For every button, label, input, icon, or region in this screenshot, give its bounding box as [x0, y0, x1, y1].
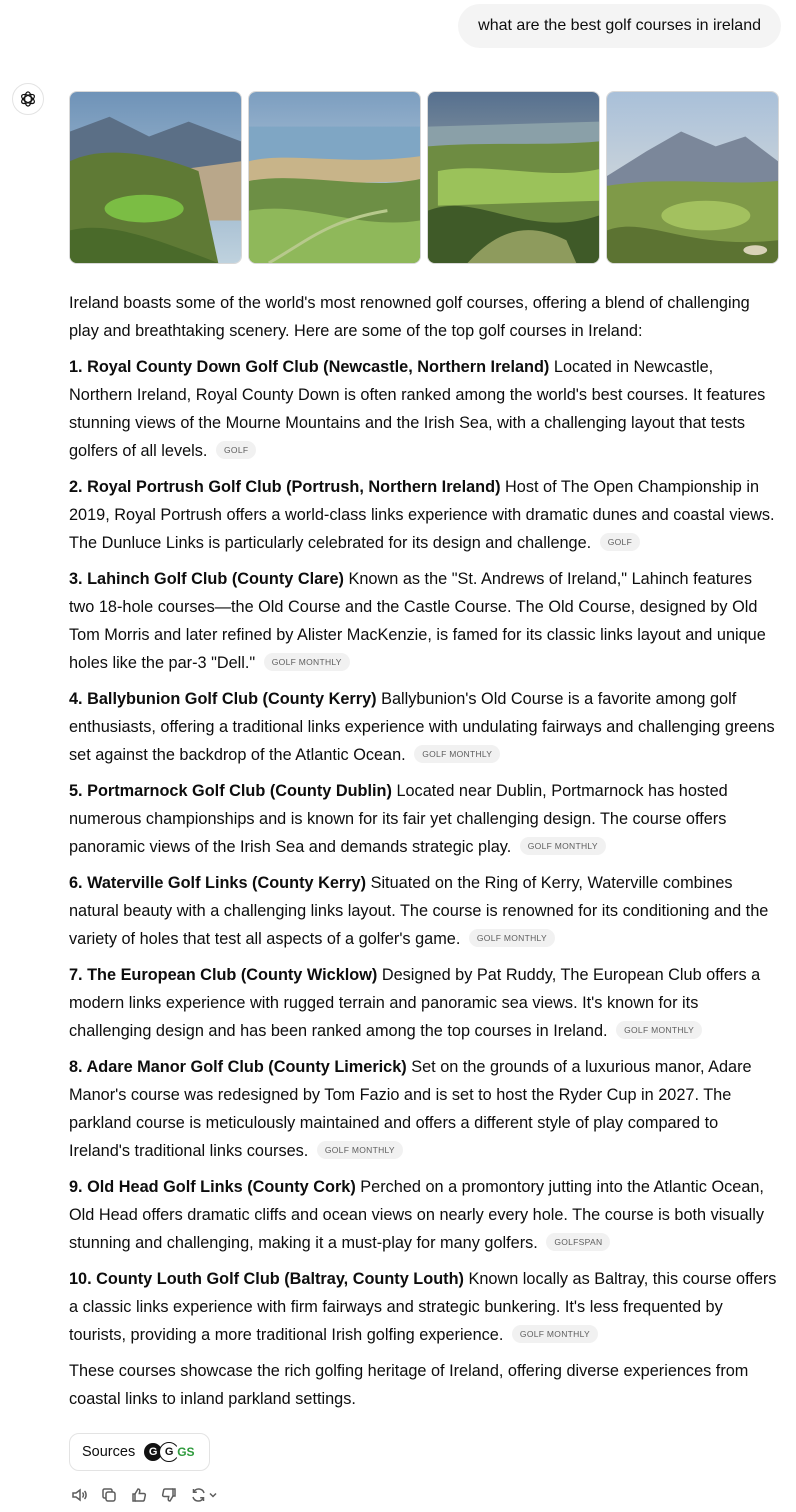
regenerate-icon[interactable]: [190, 1486, 220, 1504]
source-favicons: [143, 1442, 196, 1462]
citation-badge[interactable]: GOLF: [216, 441, 256, 459]
intro-text: Ireland boasts some of the world's most renowned golf courses, offering a blend of challenging play and breathtaking scenery. Here are some of the top golf courses in Ireland:: [69, 294, 750, 340]
citation-badge[interactable]: GOLF: [600, 533, 640, 551]
message-actions: [70, 1486, 220, 1504]
citation-badge[interactable]: GOLF MONTHLY: [414, 745, 500, 763]
thumbs-down-icon[interactable]: [160, 1486, 178, 1504]
course-item: [69, 353, 781, 465]
intro-paragraph: [69, 289, 781, 345]
course-title: 2. Royal Portrush Golf Club (Portrush, Northern Ireland): [69, 478, 501, 496]
citation-badge[interactable]: GOLF MONTHLY: [264, 653, 350, 671]
openai-logo-icon: [12, 83, 44, 115]
course-text: Host of The Open Championship in 2019, Royal Portrush offers a world-class links experience with dramatic dunes and coastal views. The Dunluce Links is particularly celebrated for its design and challenge.: [69, 478, 775, 552]
course-text: Designed by Pat Ruddy, The European Club offers a modern links experience with rugged terrain and panoramic sea views. It's known for its challenging design and has been ranked among the top courses in Ireland.: [69, 966, 761, 1040]
golf-image-3[interactable]: [427, 91, 600, 264]
course-title: 10. County Louth Golf Club (Baltray, County Louth): [69, 1270, 464, 1288]
assistant-response: [69, 289, 781, 1421]
course-title: 1. Royal County Down Golf Club (Newcastle, Northern Ireland): [69, 358, 550, 376]
citation-badge[interactable]: GOLF MONTHLY: [469, 929, 555, 947]
citation-badge[interactable]: GOLFSPAN: [546, 1233, 610, 1251]
course-text: Located near Dublin, Portmarnock has hosted numerous championships and is known for its fair yet challenging design. The course offers panoramic views of the Irish Sea and demands strategic play.: [69, 782, 728, 856]
citation-badge[interactable]: GOLF MONTHLY: [512, 1325, 598, 1343]
citation-badge[interactable]: GOLF MONTHLY: [317, 1141, 403, 1159]
course-item: [69, 869, 781, 953]
golf-image-2[interactable]: [248, 91, 421, 264]
course-text: Located in Newcastle, Northern Ireland, Royal County Down is often ranked among the world's best courses. It features stunning views of the Mourne Mountains and the Irish Sea, with a challenging layout that tests golfers of all levels.: [69, 358, 766, 460]
course-text: Set on the grounds of a luxurious manor, Adare Manor's course was redesigned by Tom Fazio and is set to host the Ryder Cup in 2027. The parkland course is meticulously maintained and offers a different style of play compared to Ireland's traditional links courses.: [69, 1058, 752, 1160]
course-item: [69, 473, 781, 557]
course-text: Situated on the Ring of Kerry, Waterville combines natural beauty with a challenging links layout. The course is renowned for its conditioning and the variety of holes that test all aspects of a golfer's game.: [69, 874, 769, 948]
thumbs-up-icon[interactable]: [130, 1486, 148, 1504]
course-item: [69, 1173, 781, 1257]
citation-badge[interactable]: GOLF MONTHLY: [520, 837, 606, 855]
outro-text: These courses showcase the rich golfing heritage of Ireland, offering diverse experiences from coastal links to inland parkland settings.: [69, 1362, 749, 1408]
course-text: Known as the "St. Andrews of Ireland," Lahinch features two 18-hole courses—the Old Course and the Castle Course. The Old Course, designed by Old Tom Morris and later refined by Alister MacKenzie, is famed for its classic links layout and unique holes like the par-3 "Dell.": [69, 570, 766, 672]
course-item: [69, 685, 781, 769]
course-title: 7. The European Club (County Wicklow): [69, 966, 378, 984]
source-favicon-icon: G: [143, 1442, 163, 1462]
course-title: 9. Old Head Golf Links (County Cork): [69, 1178, 356, 1196]
sources-label: Sources: [82, 1444, 136, 1460]
source-favicon-icon: GS: [175, 1442, 196, 1462]
sources-button[interactable]: [69, 1433, 210, 1471]
course-item: [69, 565, 781, 677]
user-message-bubble: [458, 4, 781, 48]
course-title: 8. Adare Manor Golf Club (County Limerick): [69, 1058, 407, 1076]
golf-image-4[interactable]: [606, 91, 779, 264]
image-gallery: [69, 91, 779, 264]
citation-badge[interactable]: GOLF MONTHLY: [616, 1021, 702, 1039]
course-item: [69, 961, 781, 1045]
course-item: [69, 1265, 781, 1349]
course-item: [69, 777, 781, 861]
golf-image-1[interactable]: [69, 91, 242, 264]
user-message-text: what are the best golf courses in ireland: [478, 17, 761, 34]
copy-icon[interactable]: [100, 1486, 118, 1504]
outro-paragraph: [69, 1357, 781, 1413]
course-text: Ballybunion's Old Course is a favorite among golf enthusiasts, offering a traditional links experience with undulating fairways and challenging greens set against the backdrop of the Atlantic Ocean.: [69, 690, 775, 764]
course-item: [69, 1053, 781, 1165]
course-title: 4. Ballybunion Golf Club (County Kerry): [69, 690, 377, 708]
course-text: Known locally as Baltray, this course offers a classic links experience with firm fairways and strategic bunkering. It's less frequented by tourists, providing a more traditional Irish golfing experience.: [69, 1270, 777, 1344]
read-aloud-icon[interactable]: [70, 1486, 88, 1504]
course-title: 3. Lahinch Golf Club (County Clare): [69, 570, 344, 588]
course-title: 5. Portmarnock Golf Club (County Dublin): [69, 782, 392, 800]
source-favicon-icon: G: [159, 1442, 179, 1462]
course-text: Perched on a promontory jutting into the Atlantic Ocean, Old Head offers dramatic cliffs and ocean views on nearly every hole. The course is both visually stunning and challenging, making it a must-play for many golfers.: [69, 1178, 765, 1252]
course-title: 6. Waterville Golf Links (County Kerry): [69, 874, 367, 892]
